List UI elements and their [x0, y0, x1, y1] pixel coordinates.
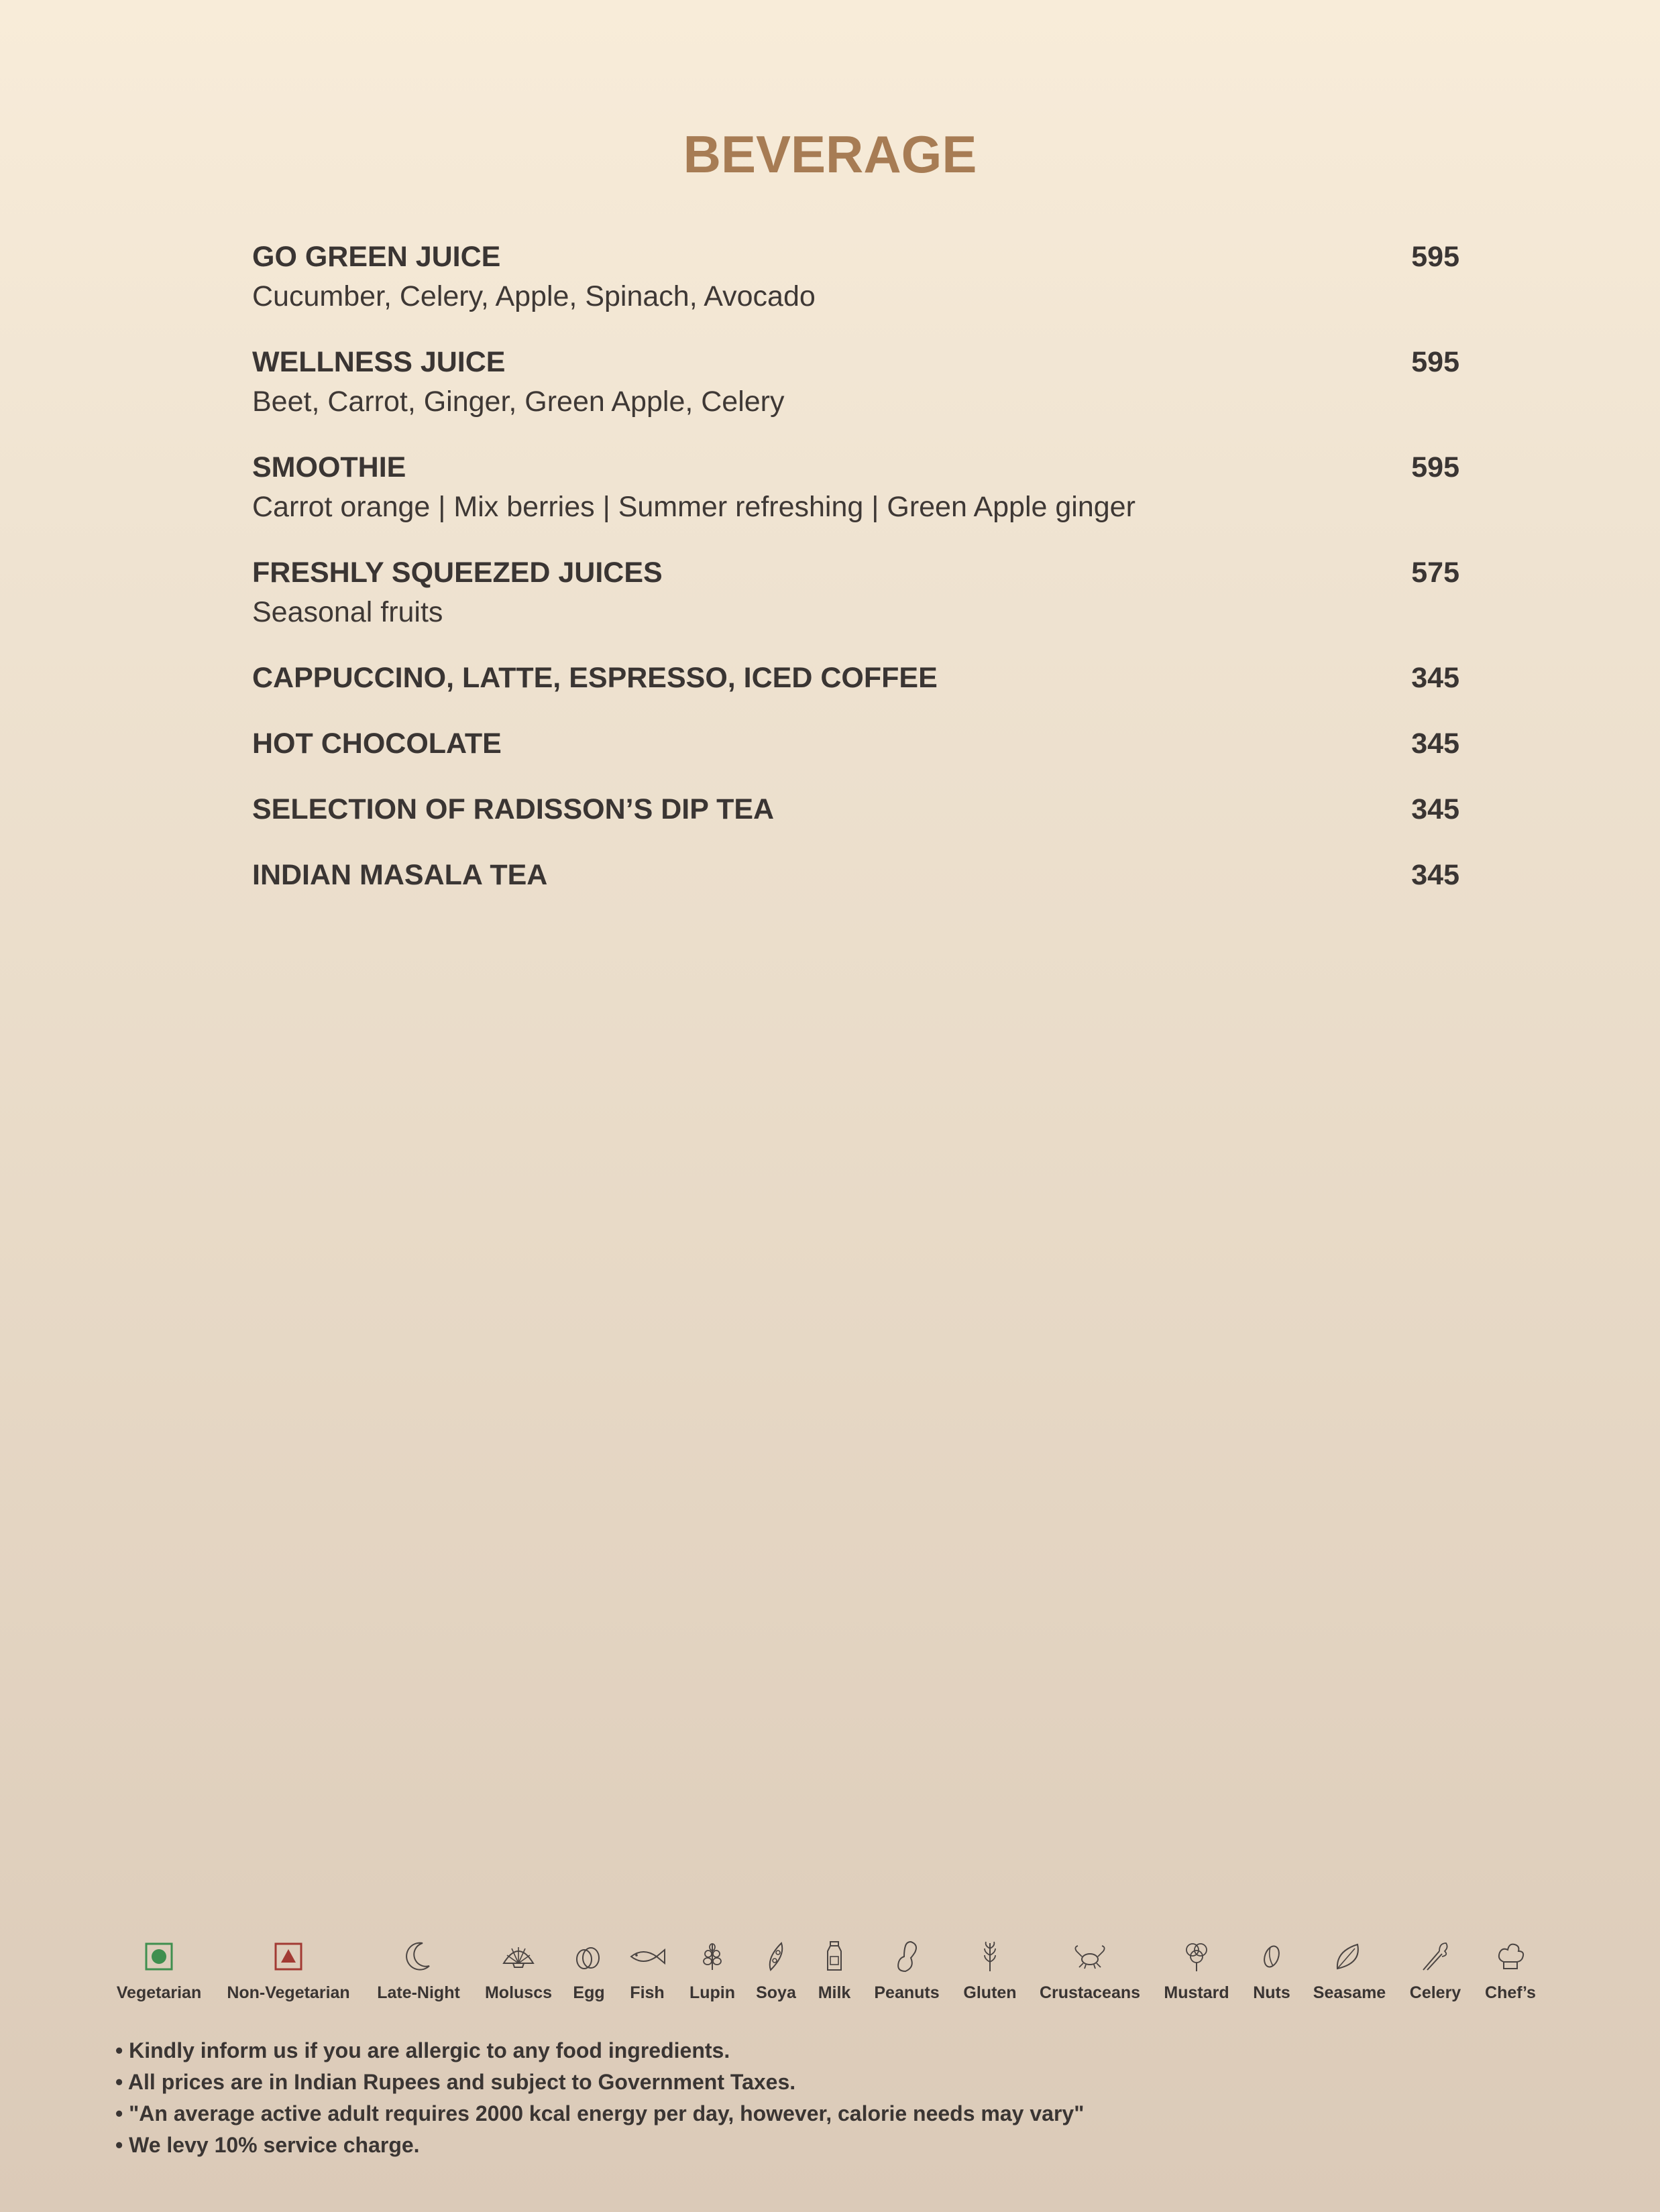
legend-label: Seasame: [1313, 1983, 1386, 2002]
menu-item-name: GO GREEN JUICE: [252, 241, 501, 273]
menu-item-price: 595: [1411, 346, 1459, 378]
menu-item-price: 345: [1411, 859, 1459, 891]
menu-item-price: 595: [1411, 241, 1459, 273]
legend-label: Soya: [756, 1983, 796, 2002]
menu-item-description: Seasonal fruits: [252, 596, 443, 628]
footnote: • We levy 10% service charge.: [115, 2130, 1084, 2161]
menu-item: [252, 657, 1459, 723]
menu-item: [252, 236, 1459, 341]
moon-icon: [400, 1938, 437, 1975]
legend-label: Late-Night: [377, 1983, 460, 2002]
menu-item-name: INDIAN MASALA TEA: [252, 859, 548, 891]
legend-label: Fish: [630, 1983, 665, 2002]
wheat-icon: [971, 1938, 1009, 1975]
legend-label: Mustard: [1164, 1983, 1229, 2002]
legend-label: Peanuts: [874, 1983, 940, 2002]
menu-item-description: Beet, Carrot, Ginger, Green Apple, Celery: [252, 386, 785, 418]
legend-label: Egg: [573, 1983, 605, 2002]
allergen-legend: [0, 1938, 1660, 2018]
menu-item-description: Cucumber, Celery, Apple, Spinach, Avocado: [252, 280, 816, 312]
crab-icon: [1071, 1938, 1109, 1975]
footnotes: [115, 2035, 1084, 2161]
footnote: • "An average active adult requires 2000 kcal energy per day, however, calorie needs may vary": [115, 2098, 1084, 2130]
menu-item: [252, 723, 1459, 789]
legend-label: Gluten: [963, 1983, 1017, 2002]
non-vegetarian-icon: [270, 1938, 307, 1975]
menu-item: [252, 854, 1459, 920]
page-title: BEVERAGE: [683, 125, 977, 184]
menu-item-price: 595: [1411, 451, 1459, 483]
vegetarian-icon: [140, 1938, 178, 1975]
legend-label: Moluscs: [484, 1983, 553, 2002]
menu-item-name: CAPPUCCINO, LATTE, ESPRESSO, ICED COFFEE: [252, 662, 938, 694]
legend-label: Lupin: [689, 1983, 736, 2002]
menu-item-name: FRESHLY SQUEEZED JUICES: [252, 557, 663, 589]
menu-list: [252, 236, 1459, 920]
menu-item: [252, 447, 1459, 552]
menu-item: [252, 789, 1459, 854]
legend-label: Nuts: [1253, 1983, 1290, 2002]
footnote: • Kindly inform us if you are allergic to any food ingredients.: [115, 2035, 1084, 2067]
menu-item-name: SELECTION OF RADISSON’S DIP TEA: [252, 793, 775, 825]
menu-item-price: 345: [1411, 793, 1459, 825]
legend-label: Crustaceans: [1039, 1983, 1141, 2002]
menu-item-name: SMOOTHIE: [252, 451, 406, 483]
menu-item: [252, 552, 1459, 657]
menu-item-name: HOT CHOCOLATE: [252, 727, 502, 760]
menu-item-description: Carrot orange | Mix berries | Summer refreshing | Green Apple ginger: [252, 491, 1136, 523]
legend-label: Chef’s: [1485, 1983, 1536, 2002]
chef-hat-icon: [1492, 1938, 1529, 1975]
legend-label: Celery: [1409, 1983, 1461, 2002]
footnote: • All prices are in Indian Rupees and subject to Government Taxes.: [115, 2067, 1084, 2098]
menu-item-price: 345: [1411, 727, 1459, 760]
menu-item-price: 345: [1411, 662, 1459, 694]
menu-item-name: WELLNESS JUICE: [252, 346, 506, 378]
legend-label: Non-Vegetarian: [227, 1983, 350, 2002]
menu-item: [252, 341, 1459, 447]
menu-item-price: 575: [1411, 557, 1459, 589]
legend-item-chefs: [1430, 1938, 1591, 2003]
legend-label: Milk: [818, 1983, 851, 2002]
legend-label: Vegetarian: [116, 1983, 202, 2002]
